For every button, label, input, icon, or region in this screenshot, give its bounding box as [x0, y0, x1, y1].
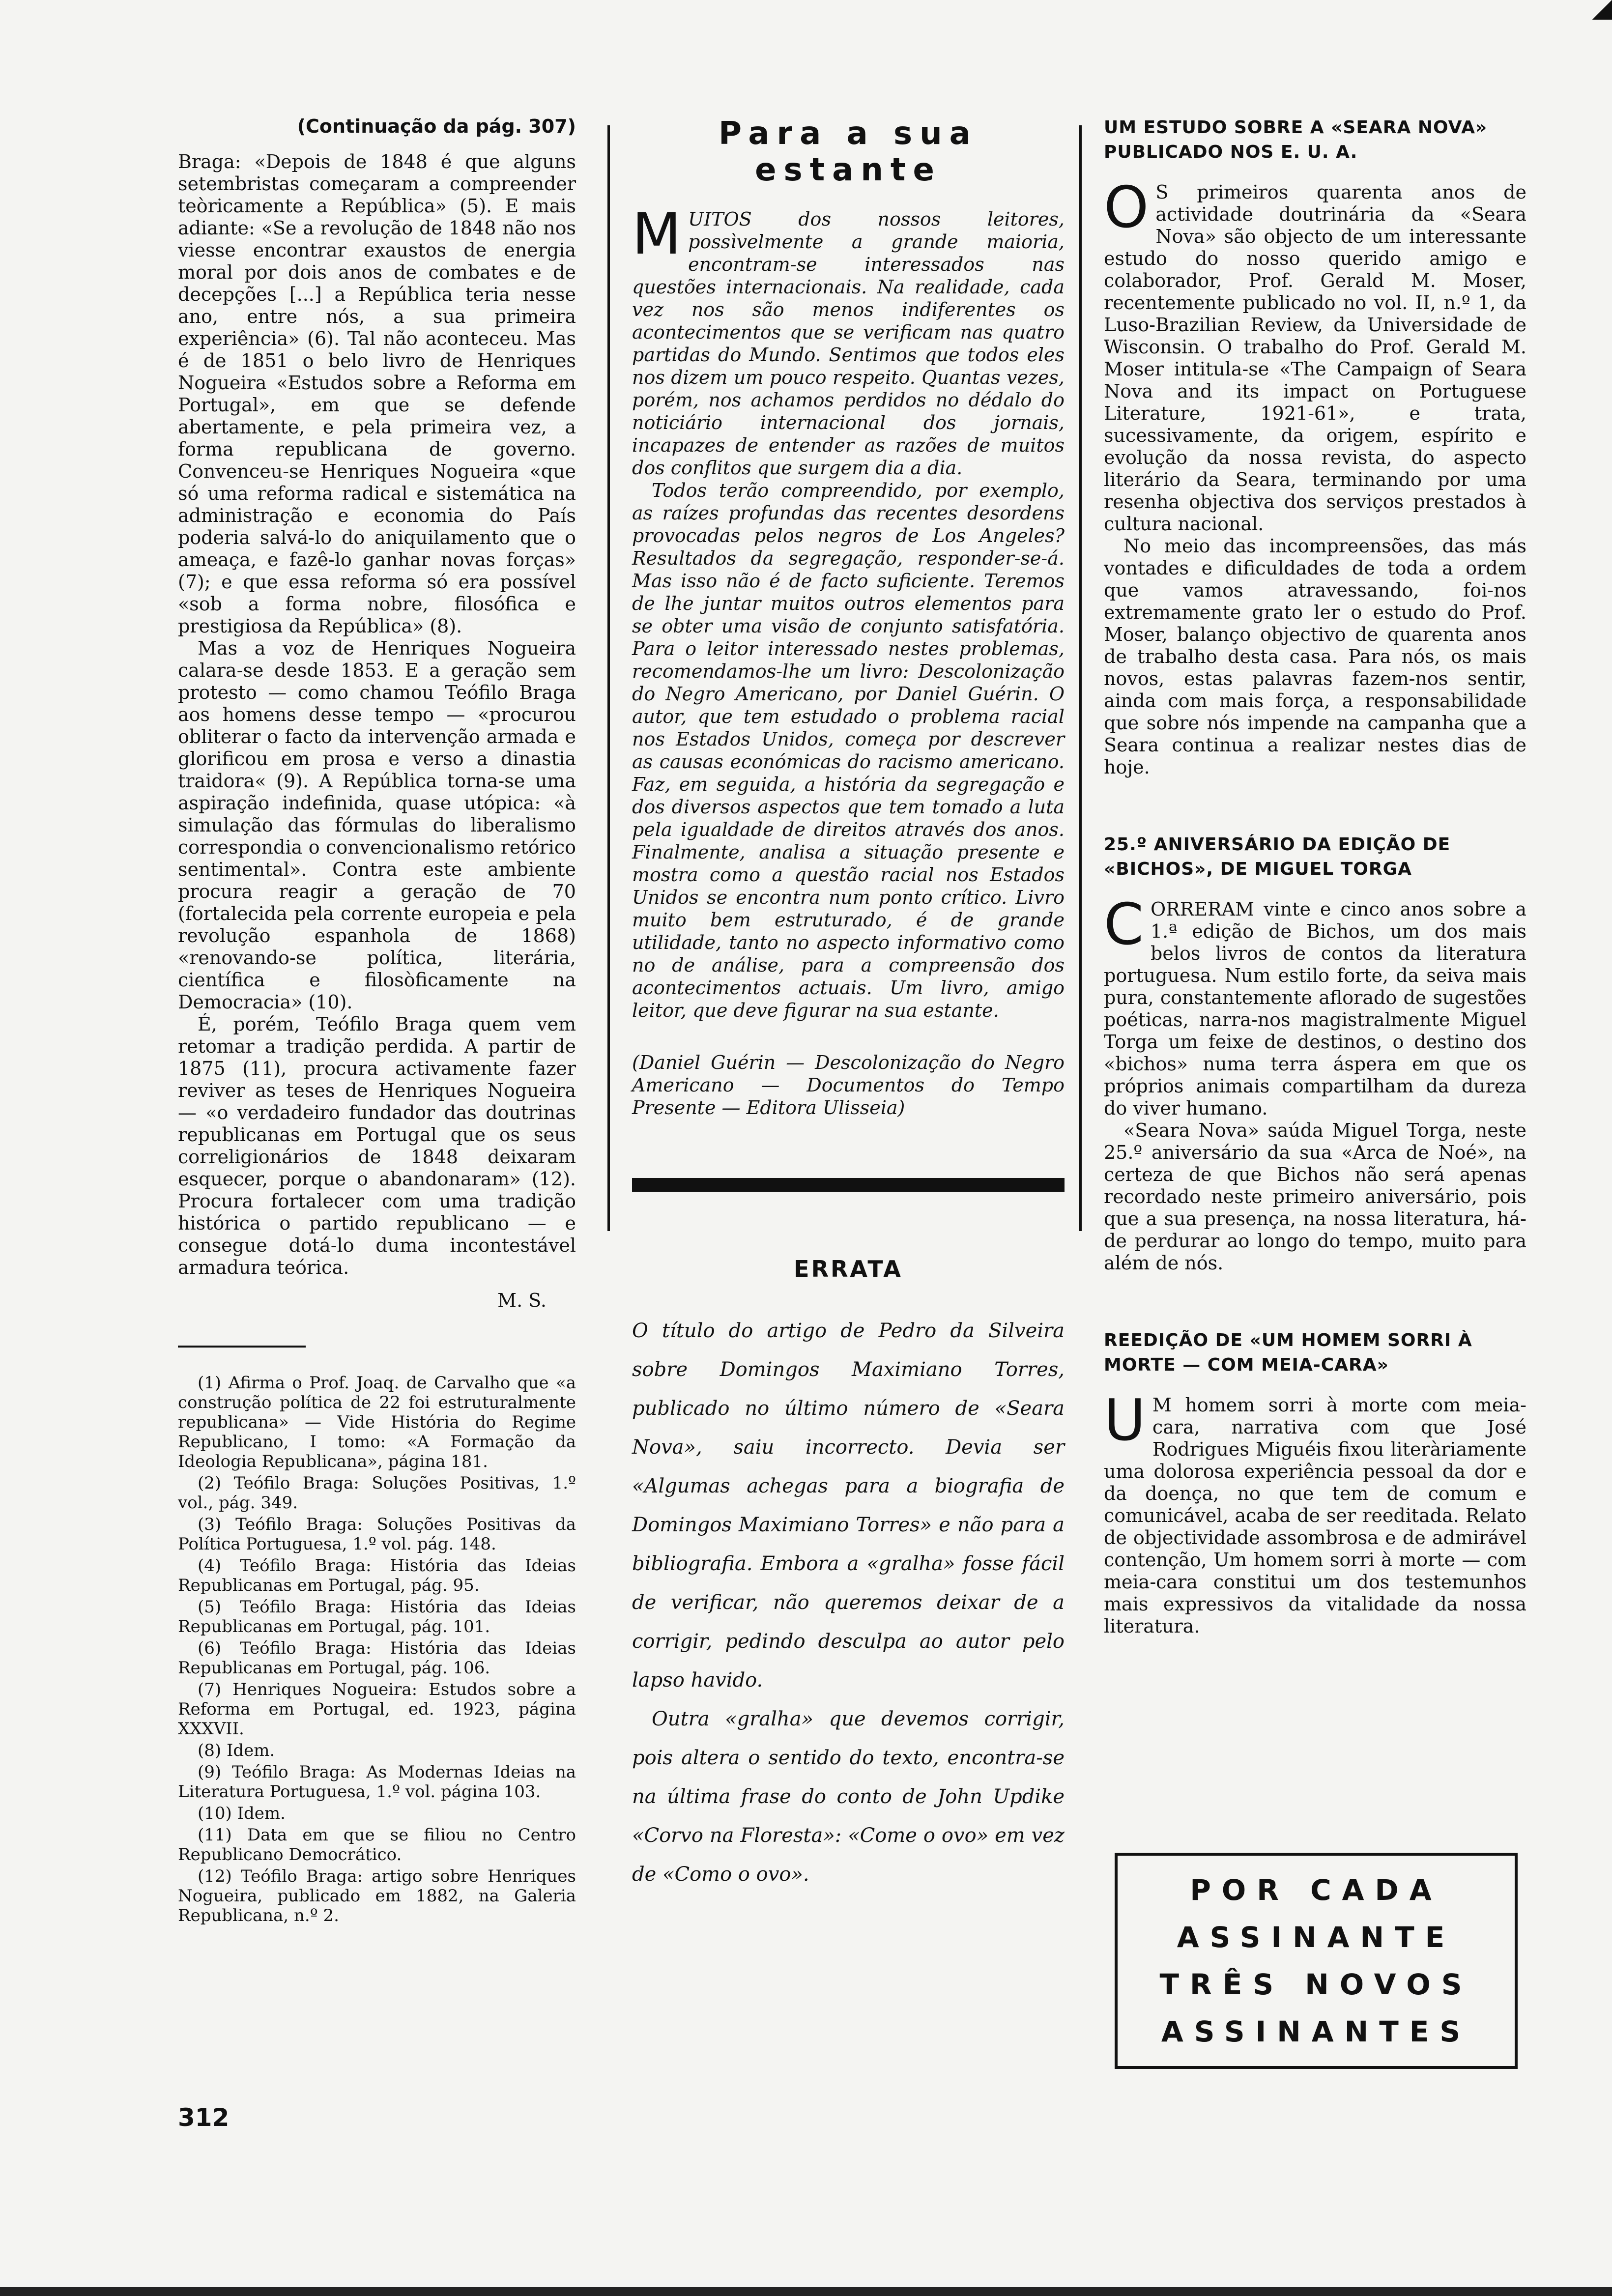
paragraph: É, porém, Teófilo Braga quem vem retomar a tradição perdida. A partir de 1875 (11), procura activamente fazer reviver as teses de Henriques Nogueira — «o verdadeiro fundador das doutrinas republicanas em Portugal que os seus correligionários de 1848 deixaram esquecer, porque o abandonaram» (12). Procura fortalecer com uma tradição histórica o partido republicano — e consegue dotá-lo duma incontestável armadura teórica. — [178, 1013, 576, 1278]
paragraph: Todos terão compreendido, por exemplo, as raízes profundas das recentes desordens provocadas pelos negros de Los Angeles? Resultados da segregação, responder-se-á. Mas isso não é de facto suficiente. Teremos de lhe juntar muitos outros elementos para se obter uma visão de conjunto satisfatória. Para o leitor interessado nestes problemas, recomendamos-lhe um livro: Descolonização do Negro Americano, por Daniel Guérin. O autor, que tem estudado o problema racial nos Estados Unidos, começa por descrever as causas económicas do racismo americano. Faz, em seguida, a história da segregação e dos diversos aspectos que tem tomado a luta pela igualdade de direitos através dos anos. Finalmente, analisa a situação presente e mostra como a questão racial nos Estados Unidos se encontra num ponto crítico. Livro muito bem estruturado, é de grande utilidade, tanto no aspecto informativo como no de análise, para a compreensão dos acontecimentos actuais. Um livro, amigo leitor, que deve figurar na sua estante. — [632, 480, 1065, 1021]
book-reference: (Daniel Guérin — Descolonização do Negro Americano — Documentos do Tempo Presente — Editora Ulisseia) — [632, 1052, 1065, 1119]
drop-cap: U — [1104, 1387, 1146, 1454]
book-review — [632, 201, 1065, 1022]
news-heading: 25.º ANIVERSÁRIO DA EDIÇÃO DE «BICHOS», DE MIGUEL TORGA — [1104, 834, 1451, 879]
article-body — [178, 151, 576, 1279]
errata-title: ERRATA — [794, 1256, 903, 1282]
ad-line: ASSINANTES — [1161, 2015, 1471, 2048]
drop-cap: O — [1104, 174, 1149, 241]
paragraph: Mas a voz de Henriques Nogueira calara-se desde 1853. E a geração sem protesto — como chamou Teófilo Braga aos homens desse tempo — «procurou obliterar o facto da intervenção armada e glorificou em prosa e verso a dinastia traidora« (9). A República torna-se uma aspiração indefinida, quase utópica: «à simulação das fórmulas do liberalismo correspondia o convencionalismo retórico sentimental». Contra este ambiente procura reagir a geração de 70 (fortalecida pela corrente europeia e pela revolução espanhola de 1868) «renovando-se política, literária, científica e filosòficamente na Democracia» (10). — [178, 637, 576, 1013]
paragraph: Outra «gralha» que devemos corrigir, pois altera o sentido do texto, encontra-se na última frase do conto de John Updike «Corvo na Floresta»: «Come o ovo» em vez de «Como o ovo». — [632, 1708, 1065, 1886]
subscription-ad-box — [1115, 1853, 1518, 2069]
paragraph: CORRERAM vinte e cinco anos sobre a 1.ª edição de Bichos, um dos mais belos livros de contos da literatura portuguesa. Num estilo forte, da seiva mais pura, constantemente aflorado de sugestões poéticas, narra-nos magistralmente Miguel Torga um feixe de destinos, o destino dos «bichos» numa terra áspera em que os próprios animais compartilham da dureza do viver humano. — [1104, 891, 1526, 1119]
news-item — [1104, 115, 1526, 778]
footnote: (4) Teófilo Braga: História das Ideias Republicanas em Portugal, pág. 95. — [178, 1556, 576, 1595]
footnote: (5) Teófilo Braga: História das Ideias Republicanas em Portugal, pág. 101. — [178, 1597, 576, 1636]
news-item — [1104, 1328, 1526, 1637]
section-divider — [632, 1178, 1065, 1192]
article-column-middle — [632, 115, 1065, 1894]
article-column-left — [178, 115, 576, 1927]
news-item — [1104, 832, 1526, 1274]
news-heading: UM ESTUDO SOBRE A «SEARA NOVA» PUBLICADO NOS E. U. A. — [1104, 117, 1488, 162]
column-rule — [1079, 125, 1082, 1231]
drop-cap: C — [1104, 891, 1144, 958]
ad-line: ASSINANTE — [1177, 1921, 1456, 1954]
footnote: (10) Idem. — [198, 1804, 286, 1823]
drop-cap: M — [632, 201, 682, 267]
ad-line: TRÊS NOVOS — [1159, 1968, 1473, 2001]
paragraph: O título do artigo de Pedro da Silveira sobre Domingos Maximiano Torres, publicado no último número de «Seara Nova», saiu incorrecto. Devia ser «Algumas achegas para a biografia de Domingos Maximiano Torres» e não para a bibliografia. Embora a «gralha» fosse fácil de verificar, não queremos deixar de a corrigir, pedindo desculpa ao autor pelo lapso havido. — [632, 1320, 1065, 1692]
author-signature: M. S. — [497, 1290, 547, 1311]
paragraph: Braga: «Depois de 1848 é que alguns setembristas começaram a compreender teòricamente a República» (5). E mais adiante: «Se a revolução de 1848 não nos viesse encontrar exaustos de energia moral por dois anos de combates e de decepções [...] a República teria nesse ano, entre nós, a sua primeira experiência» (6). Tal não aconteceu. Mas é de 1851 o belo livro de Henriques Nogueira «Estudos sobre a Reforma em Portugal», em que se defende abertamente, e pela primeira vez, a forma republicana de governo. Convenceu-se Henriques Nogueira «que só uma reforma radical e sistemática na administração e economia do País poderia salvá-lo do aniquilamento que o ameaça, e fazê-lo ganhar novas forças» (7); e que essa reforma só era possível «sob a forma nobre, filosófica e prestigiosa da República» (8). — [178, 151, 576, 637]
errata-text — [632, 1312, 1065, 1894]
paragraph: MUITOS dos nossos leitores, possìvelmente a grande maioria, encontram-se interessados nas questões internacionais. Na realidade, cada vez nos são menos indiferentes os acontecimentos que se verificam nas quatro partidas do Mundo. Sentimos que todos eles nos dizem um pouco respeito. Quantas vezes, porém, nos achamos perdidos no dédalo do noticiário internacional dos jornais, incapazes de entender as razões de muitos dos conflitos que surgem dia a dia. — [632, 201, 1065, 479]
footnote: (1) Afirma o Prof. Joaq. de Carvalho que «a construção política de 22 foi estruturalmente republicana» — Vide História do Regime Republicano, I tomo: «A Formação da Ideologia Republicana», página 181. — [178, 1373, 576, 1471]
page-number: 312 — [178, 2103, 230, 2132]
footnote: (9) Teófilo Braga: As Modernas Ideias na Literatura Portuguesa, 1.º vol. página 103. — [178, 1762, 576, 1802]
continuation-note: (Continuação da pág. 307) — [297, 115, 576, 137]
article-column-right — [1104, 115, 1526, 1692]
section-title: Para a sua estante — [719, 115, 978, 188]
paragraph: No meio das incompreensões, das más vontades e dificuldades de toda a ordem que vamos atravessando, foi-nos extremamente grato ler o estudo do Prof. Moser, balanço objectivo de quarenta anos de trabalho desta casa. Para nós, os mais novos, estas palavras fazem-nos sentir, ainda com mais força, a responsabilidade que sobre nós impende na campanha que a Seara continua a realizar nestes dias de hoje. — [1104, 535, 1526, 778]
footnote: (3) Teófilo Braga: Soluções Positivas da Política Portuguesa, 1.º vol. pág. 148. — [178, 1515, 576, 1554]
footnote: (8) Idem. — [198, 1741, 275, 1760]
footnote-divider — [178, 1346, 306, 1348]
footnote: (6) Teófilo Braga: História das Ideias Republicanas em Portugal, pág. 106. — [178, 1638, 576, 1678]
footnote: (11) Data em que se filiou no Centro Republicano Democrático. — [178, 1825, 576, 1865]
column-rule — [607, 125, 610, 1231]
paragraph: «Seara Nova» saúda Miguel Torga, neste 25.º aniversário da sua «Arca de Noé», na certeza de que Bichos não será apenas recordado neste primeiro aniversário, pois que a sua presença, na nossa literatura, há-de perdurar ao longo do tempo, muito para além de nós. — [1104, 1119, 1526, 1274]
page-corner-mark — [1592, 0, 1612, 20]
ad-line: POR CADA — [1190, 1873, 1442, 1907]
paragraph: U M homem sorri à morte com meia-cara, narrativa com que José Rodrigues Miguéis fixou literàriamente uma dolorosa experiência pessoal da dor e da doença, no que tem de comum e comunicável, acaba de ser reeditada. Relato de objectividade assombrosa e de admirável contenção, Um homem sorri à morte — com meia-cara constitui um dos testemunhos mais expressivos da vitalidade da nossa literatura. — [1104, 1387, 1526, 1637]
page-bottom-edge — [0, 2287, 1612, 2296]
footnote: (12) Teófilo Braga: artigo sobre Henriques Nogueira, publicado em 1882, na Galeria Republicana, n.º 2. — [178, 1866, 576, 1925]
footnote: (7) Henriques Nogueira: Estudos sobre a Reforma em Portugal, ed. 1923, página XXXVII. — [178, 1680, 576, 1739]
footnotes — [178, 1373, 576, 1925]
paragraph: O S primeiros quarenta anos de actividade doutrinária da «Seara Nova» são objecto de um interessante estudo do nosso querido amigo e colaborador, Prof. Gerald M. Moser, recentemente publicado no vol. II, n.º 1, da Luso-Brazilian Review, da Universidade de Wisconsin. O trabalho do Prof. Gerald M. Moser intitula-se «The Campaign of Seara Nova and its impact on Portuguese Literature, 1921-61», e trata, sucessivamente, da origem, espírito e evolução da nossa revista, do aspecto literário da Seara, terminando por uma resenha objectiva dos serviços prestados à cultura nacional. — [1104, 174, 1526, 535]
news-heading: REEDIÇÃO DE «UM HOMEM SORRI À MORTE — COM MEIA-CARA» — [1104, 1330, 1472, 1375]
footnote: (2) Teófilo Braga: Soluções Positivas, 1.º vol., pág. 349. — [178, 1473, 576, 1513]
